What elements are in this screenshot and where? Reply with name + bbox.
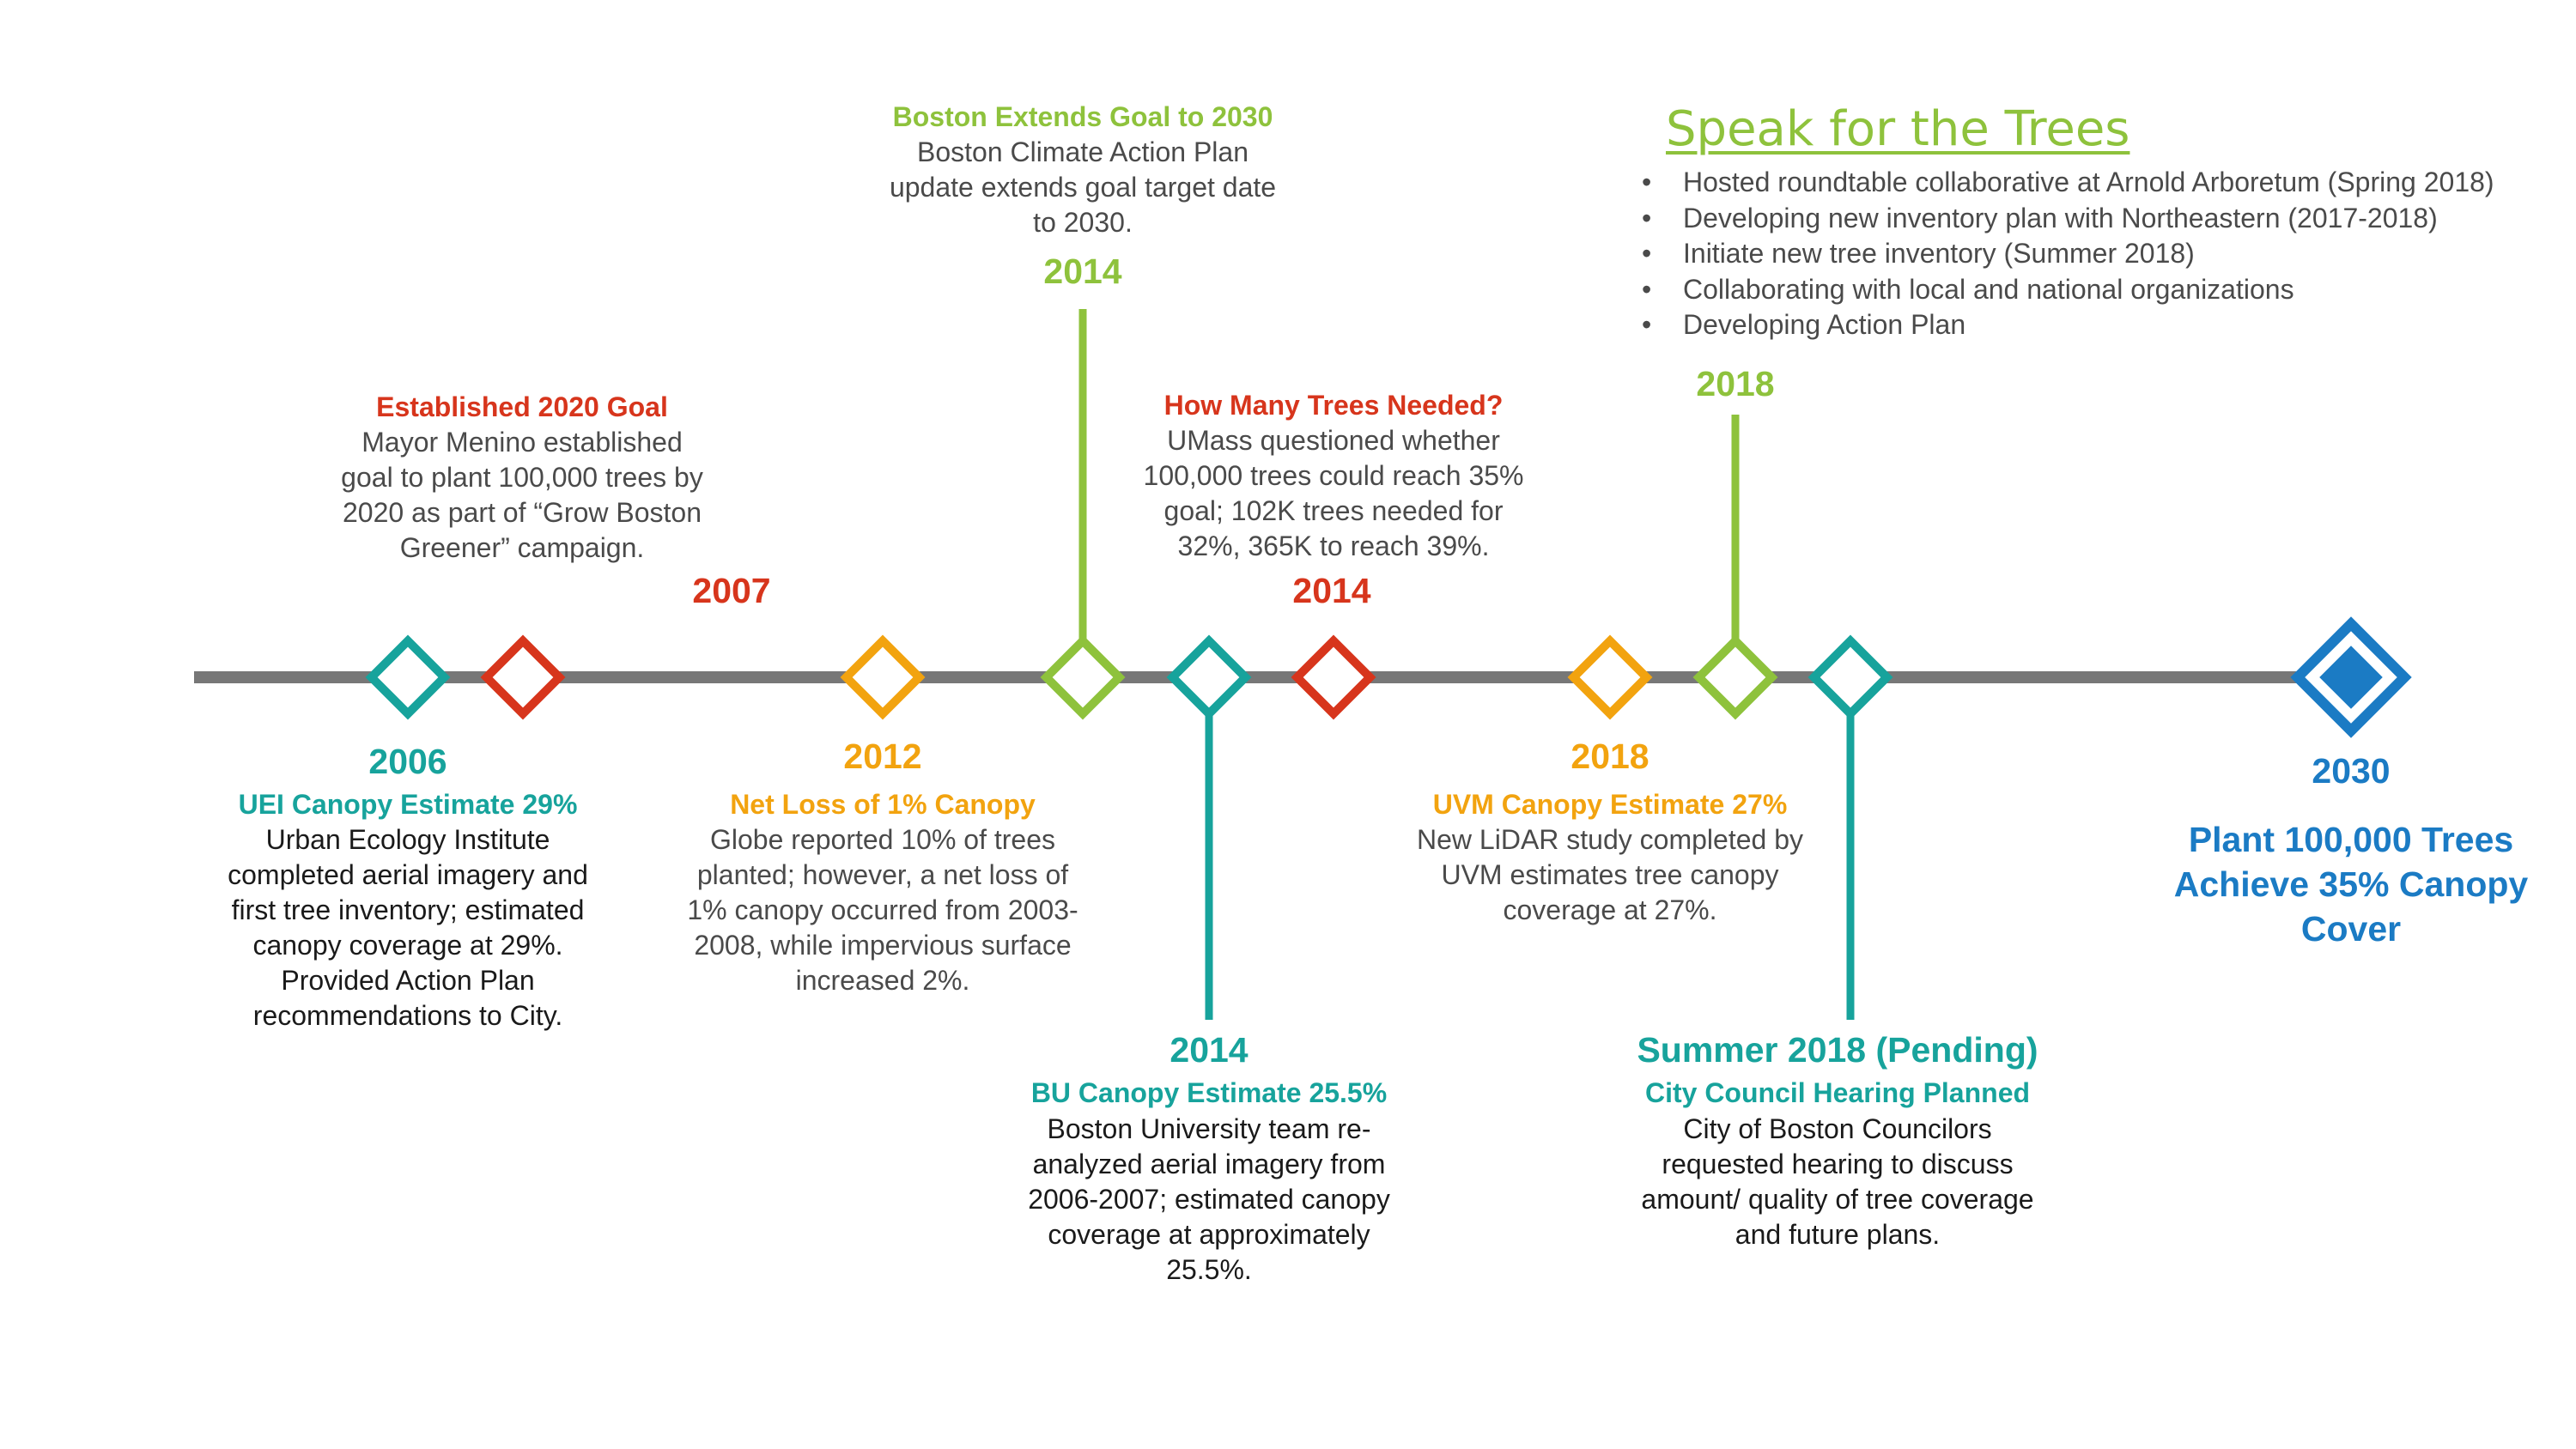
event-2014-goal bbox=[847, 100, 1319, 291]
event-2014-bu bbox=[973, 1030, 1445, 1288]
desc-line: UMass questioned whether bbox=[1167, 425, 1500, 456]
event-2018-council bbox=[1571, 1030, 2104, 1252]
title-line: Plant 100,000 Trees bbox=[2188, 820, 2514, 859]
event-2012-year: 2012 bbox=[843, 737, 922, 776]
event-2014-umass-title: How Many Trees Needed? bbox=[1163, 390, 1504, 421]
event-2018-uvm-year: 2018 bbox=[1571, 737, 1649, 776]
list-item bbox=[1628, 236, 2573, 272]
event-2012-title: Net Loss of 1% Canopy bbox=[730, 789, 1036, 820]
event-2018-speak-year-wrap bbox=[1649, 364, 1821, 403]
list-item-text: Hosted roundtable collaborative at Arnold Arboretum (Spring 2018) bbox=[1683, 167, 2494, 197]
desc-line: Boston University team re- bbox=[1047, 1113, 1371, 1144]
desc-line: update extends goal target date bbox=[889, 172, 1277, 203]
list-item bbox=[1628, 201, 2573, 237]
diamond-2014-bu-marker bbox=[1173, 641, 1246, 714]
list-item-text: Developing new inventory plan with Northeastern (2017-2018) bbox=[1683, 202, 2438, 233]
event-2007-year: 2007 bbox=[692, 571, 771, 610]
desc-line: 25.5%. bbox=[1166, 1254, 1252, 1285]
desc-line: requested hearing to discuss bbox=[1662, 1149, 2014, 1179]
event-2018-speak-year: 2018 bbox=[1696, 364, 1775, 403]
bullet: • bbox=[1642, 273, 1652, 305]
speak-list bbox=[1628, 165, 2573, 343]
list-item bbox=[1628, 165, 2573, 201]
event-2007-title: Established 2020 Goal bbox=[376, 391, 668, 422]
event-2018-uvm bbox=[1374, 737, 1846, 928]
bullet: • bbox=[1642, 202, 1652, 233]
event-2007-desc bbox=[307, 425, 737, 566]
desc-line: UVM estimates tree canopy bbox=[1441, 859, 1779, 890]
desc-line: 2008, while impervious surface bbox=[694, 930, 1072, 961]
list-item-text: Initiate new tree inventory (Summer 2018) bbox=[1683, 238, 2195, 269]
desc-line: completed aerial imagery and bbox=[228, 859, 588, 890]
title-line: Cover bbox=[2300, 909, 2402, 949]
diamond-2012-marker bbox=[847, 641, 920, 714]
event-2012 bbox=[655, 737, 1110, 998]
desc-line: analyzed aerial imagery from bbox=[1032, 1149, 1386, 1179]
diamond-2018-speak-marker bbox=[1699, 641, 1772, 714]
list-item-text: Collaborating with local and national organizations bbox=[1683, 273, 2294, 305]
desc-line: 100,000 trees could reach 35% bbox=[1143, 460, 1524, 491]
desc-line: 1% canopy occurred from 2003- bbox=[687, 894, 1078, 925]
diamond-2014-goal-marker bbox=[1047, 641, 1120, 714]
diamond-2018-uvm-marker bbox=[1574, 641, 1647, 714]
desc-line: planted; however, a net loss of bbox=[696, 859, 1069, 890]
bullet: • bbox=[1642, 309, 1652, 340]
desc-line: New LiDAR study completed by bbox=[1417, 824, 1803, 855]
desc-line: first tree inventory; estimated bbox=[231, 894, 585, 925]
desc-line: Mayor Menino established bbox=[361, 427, 683, 458]
diamond-2018-council-marker bbox=[1814, 641, 1887, 714]
event-2014-goal-desc bbox=[847, 135, 1319, 240]
list-item-text: Developing Action Plan bbox=[1683, 309, 1966, 340]
event-2018-uvm-title: UVM Canopy Estimate 27% bbox=[1432, 789, 1788, 820]
event-2007 bbox=[307, 390, 771, 610]
desc-line: 32%, 365K to reach 39%. bbox=[1177, 530, 1490, 561]
event-2018-council-title: City Council Hearing Planned bbox=[1644, 1077, 2031, 1108]
desc-line: City of Boston Councilors bbox=[1683, 1113, 1992, 1144]
event-2018-council-desc bbox=[1571, 1112, 2104, 1252]
event-2014-goal-title: Boston Extends Goal to 2030 bbox=[892, 101, 1273, 132]
event-2030-year: 2030 bbox=[2312, 751, 2391, 791]
desc-line: 2006-2007; estimated canopy bbox=[1028, 1184, 1390, 1215]
diamond-2007-marker bbox=[487, 641, 560, 714]
bullet: • bbox=[1642, 167, 1652, 197]
event-2014-umass-year: 2014 bbox=[1292, 571, 1371, 610]
desc-line: 2020 as part of “Grow Boston bbox=[343, 497, 702, 528]
desc-line: goal; 102K trees needed for bbox=[1163, 495, 1504, 526]
list-item bbox=[1628, 307, 2573, 343]
event-2006-year: 2006 bbox=[368, 742, 447, 781]
title-line: Achieve 35% Canopy bbox=[2173, 864, 2529, 904]
desc-line: recommendations to City. bbox=[252, 1000, 563, 1031]
event-2018-uvm-desc bbox=[1374, 822, 1846, 928]
event-2014-umass-desc bbox=[1097, 423, 1570, 564]
desc-line: Boston Climate Action Plan bbox=[917, 136, 1249, 167]
desc-line: to 2030. bbox=[1033, 207, 1133, 238]
event-2014-goal-year: 2014 bbox=[1043, 252, 1122, 291]
event-2030 bbox=[2136, 751, 2566, 951]
desc-line: coverage at 27%. bbox=[1503, 894, 1717, 925]
desc-line: Globe reported 10% of trees bbox=[709, 824, 1055, 855]
event-2014-bu-year: 2014 bbox=[1170, 1030, 1249, 1070]
desc-line: Provided Action Plan bbox=[281, 965, 535, 996]
desc-line: canopy coverage at 29%. bbox=[252, 930, 563, 961]
event-2018-council-year: Summer 2018 (Pending) bbox=[1637, 1030, 2038, 1070]
event-2030-title bbox=[2136, 817, 2566, 951]
desc-line: coverage at approximately bbox=[1048, 1219, 1370, 1250]
desc-line: goal to plant 100,000 trees by bbox=[341, 462, 703, 493]
event-2014-bu-desc bbox=[973, 1112, 1445, 1288]
event-2014-bu-title: BU Canopy Estimate 25.5% bbox=[1030, 1077, 1388, 1108]
bullet: • bbox=[1642, 238, 1652, 269]
diamond-2014-umass-marker bbox=[1297, 641, 1370, 714]
list-item bbox=[1628, 272, 2573, 308]
desc-line: amount/ quality of tree coverage bbox=[1641, 1184, 2034, 1215]
speak-for-the-trees bbox=[1628, 101, 2573, 343]
event-2014-umass bbox=[1097, 388, 1570, 610]
desc-line: increased 2%. bbox=[795, 965, 970, 996]
diamond-2006-marker bbox=[372, 641, 445, 714]
event-2006 bbox=[193, 742, 623, 1034]
speak-heading: Speak for the Trees bbox=[1666, 101, 2130, 157]
desc-line: and future plans. bbox=[1735, 1219, 1941, 1250]
desc-line: Greener” campaign. bbox=[399, 532, 645, 563]
event-2006-desc bbox=[193, 822, 623, 1034]
event-2012-desc bbox=[655, 822, 1110, 998]
desc-line: Urban Ecology Institute bbox=[265, 824, 550, 855]
diamond-2030-marker bbox=[2298, 624, 2404, 731]
event-2006-title: UEI Canopy Estimate 29% bbox=[238, 789, 578, 820]
